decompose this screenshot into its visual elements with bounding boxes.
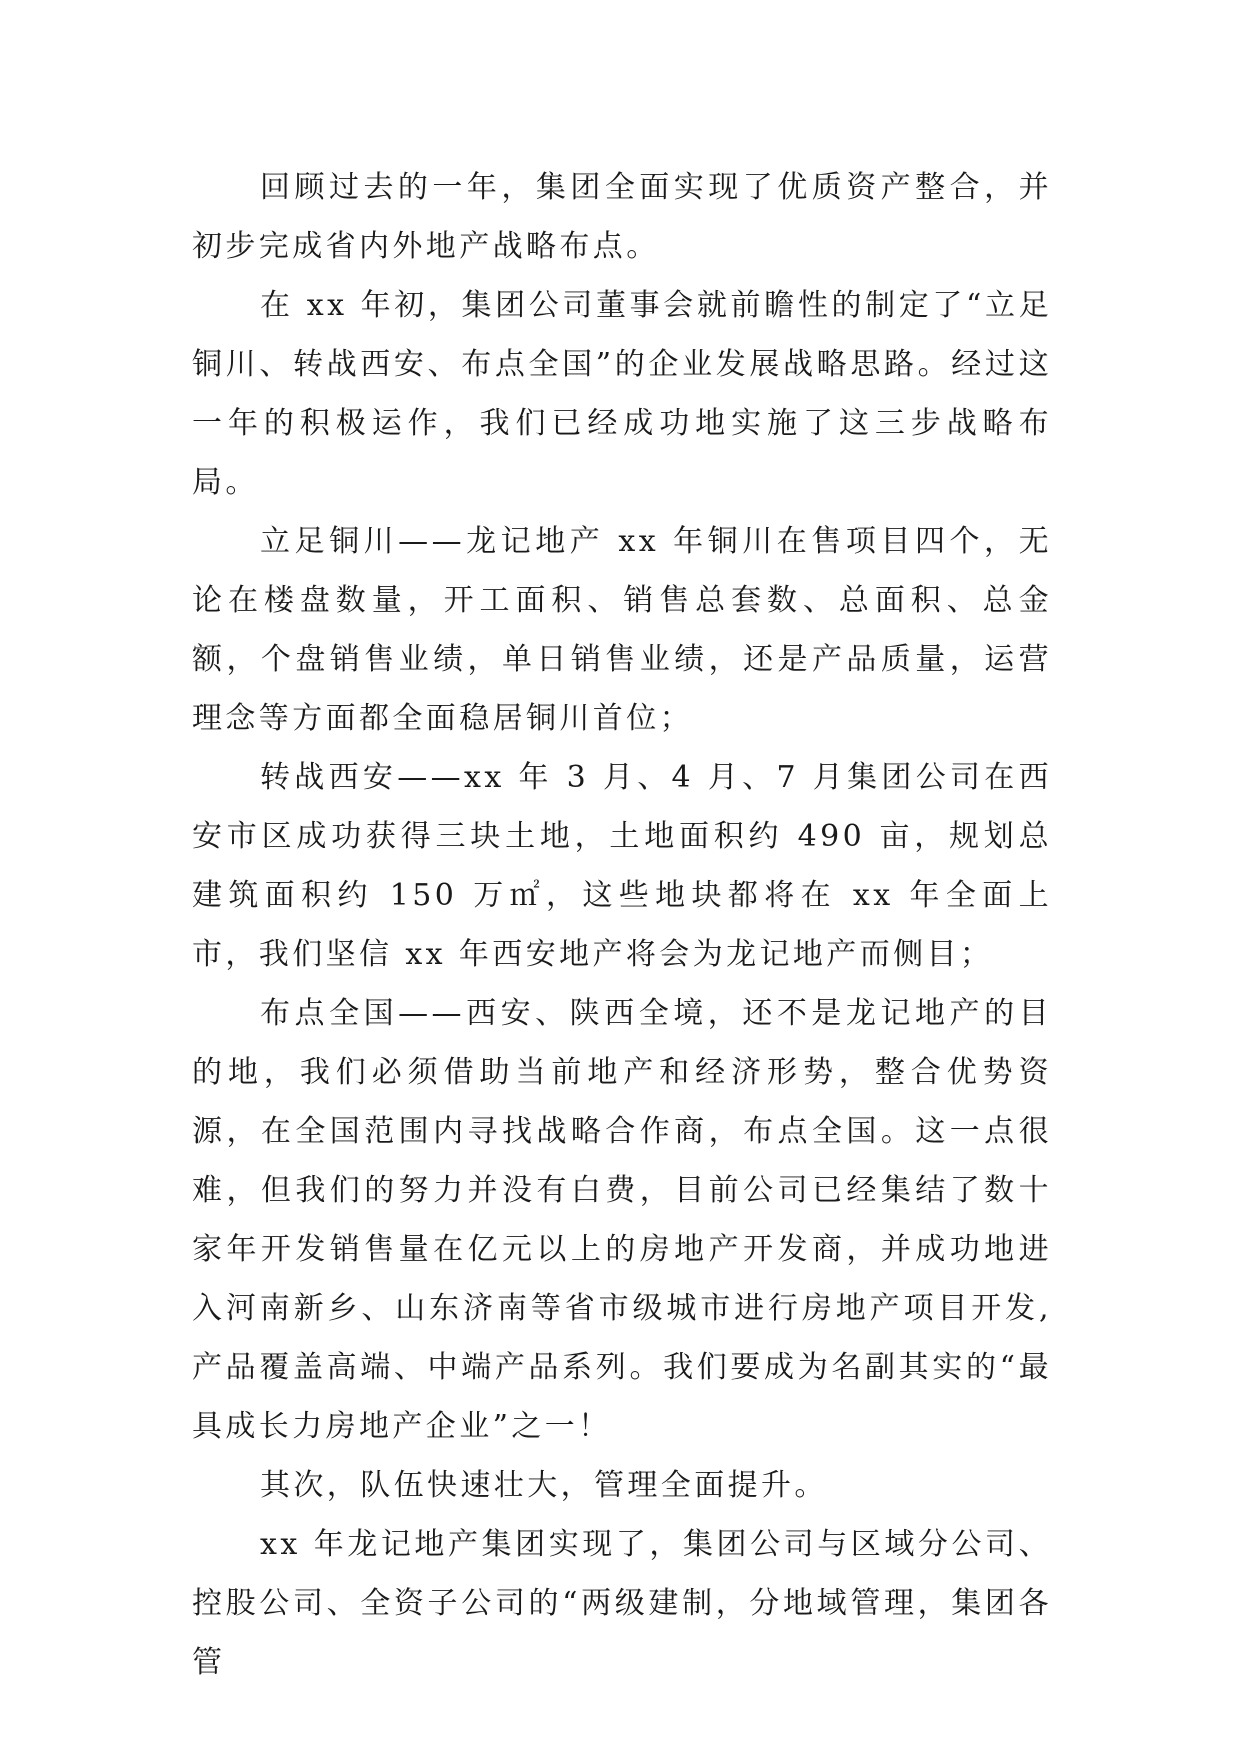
paragraph-strategy: 在 xx 年初，集团公司董事会就前瞻性的制定了“立足铜川、转战西安、布点全国”的企业发展战略思路。经过这一年的积极运作，我们已经成功地实施了这三步战略布局。: [192, 288, 1052, 500]
paragraph-management: xx 年龙记地产集团实现了，集团公司与区域分公司、控股公司、全资子公司的“两级建制，分地域管理，集团各管: [192, 1527, 1052, 1680]
paragraph-review: 回顾过去的一年，集团全面实现了优质资产整合，并初步完成省内外地产战略布点。: [192, 170, 1052, 264]
paragraph-xian: 转战西安——xx 年 3 月、4 月、7 月集团公司在西安市区成功获得三块土地，土地面积约 490 亩，规划总建筑面积约 150 万㎡，这些地块都将在 xx 年全面上市，我们坚信 xx 年西安地产将会为龙记地产而侧目；: [192, 760, 1052, 972]
paragraph-tongchuan: 立足铜川——龙记地产 xx 年铜川在售项目四个，无论在楼盘数量，开工面积、销售总套数、总面积、总金额，个盘销售业绩，单日销售业绩，还是产品质量，运营理念等方面都全面稳居铜川首位；: [192, 524, 1052, 736]
paragraph-nationwide: 布点全国——西安、陕西全境，还不是龙记地产的目的地，我们必须借助当前地产和经济形势，整合优势资源，在全国范围内寻找战略合作商，布点全国。这一点很难，但我们的努力并没有白费，目前公司已经集结了数十家年开发销售量在亿元以上的房地产开发商，并成功地进入河南新乡、山东济南等省市级城市进行房地产项目开发,产品覆盖高端、中端产品系列。我们要成为名副其实的“最具成长力房地产企业”之一！: [192, 996, 1052, 1444]
document-body: [192, 158, 1052, 1692]
paragraph-team-growth: 其次，队伍快速壮大，管理全面提升。: [260, 1468, 828, 1503]
